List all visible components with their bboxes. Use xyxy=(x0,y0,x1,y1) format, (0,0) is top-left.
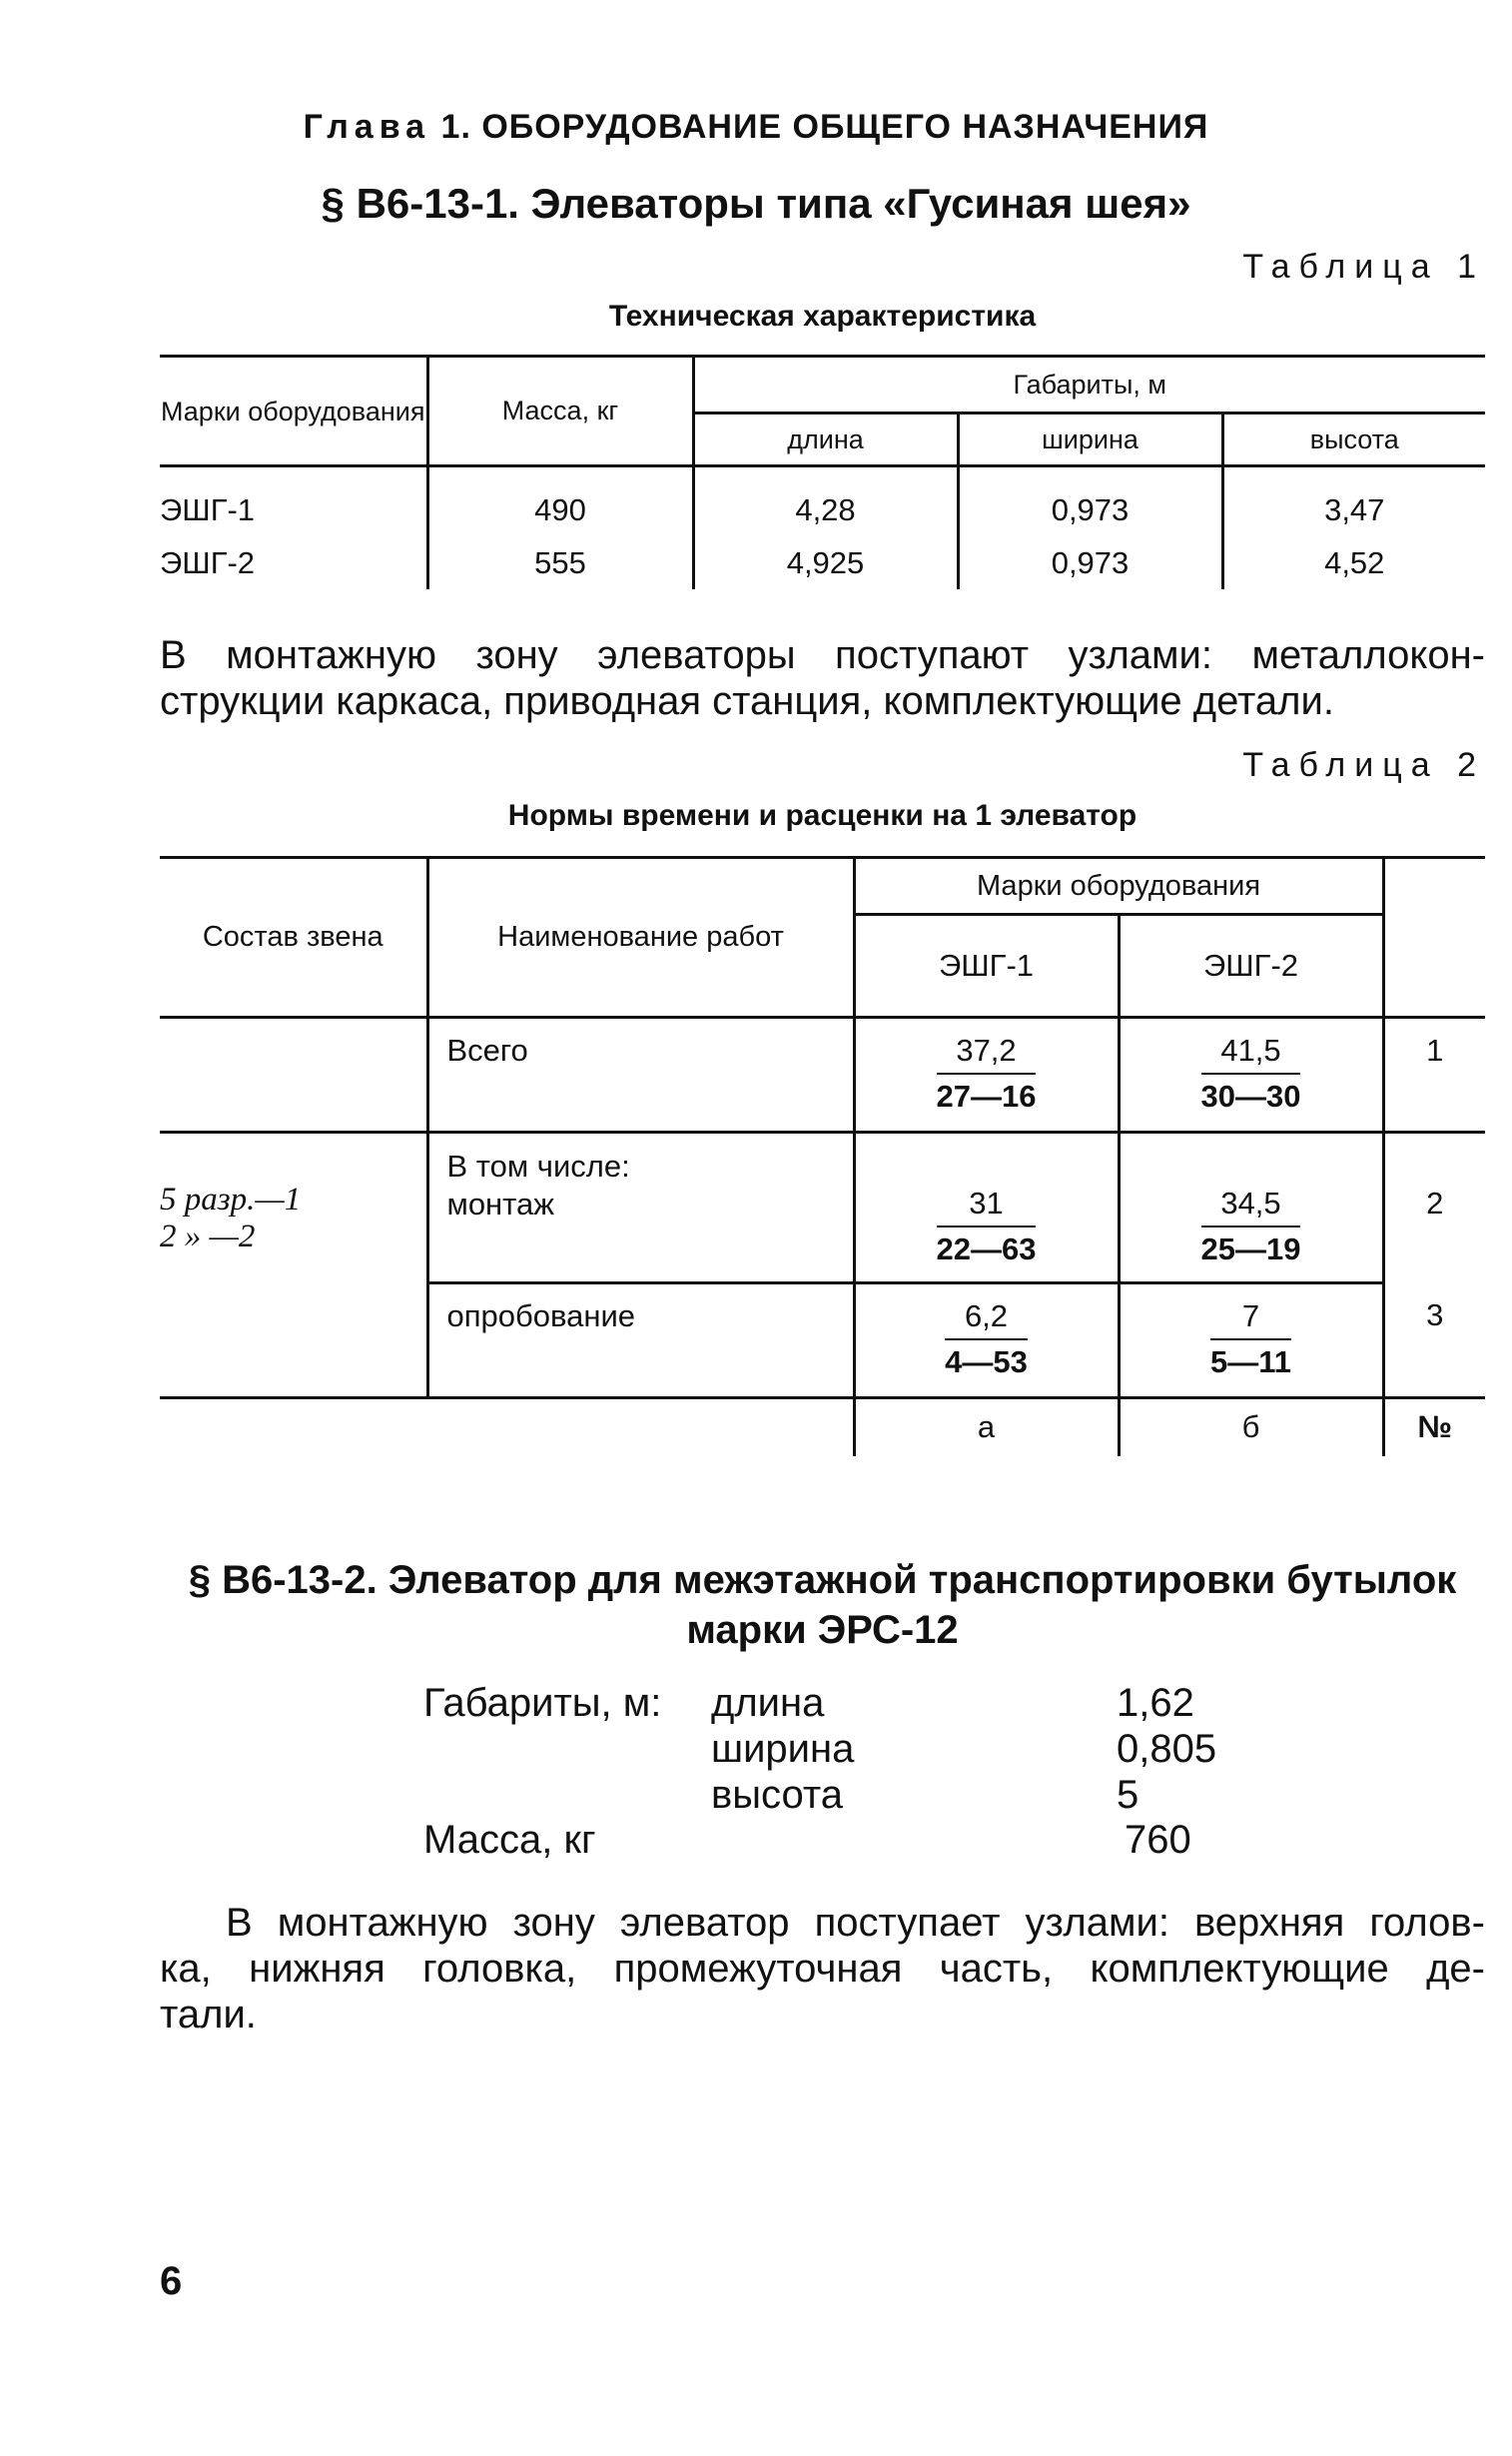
crew-line2: 2 » —2 xyxy=(160,1219,256,1254)
fraction-a: $\frac{31}{22—63}$ xyxy=(937,1182,1037,1271)
cell-length: 4,925 xyxy=(693,537,958,589)
header-work: Наименование работ xyxy=(427,858,854,1018)
table-row xyxy=(160,466,1485,537)
section2-line1: § В6-13-2. Элеватор для межэтажной транспортировки бутылок xyxy=(188,1558,1457,1602)
paragraph1-line1: В монтажную зону элеваторы поступают узлами: металлокон- xyxy=(160,633,1485,677)
footer-no: № xyxy=(1417,1409,1453,1445)
table2-label: Таблица 2 xyxy=(1242,746,1485,784)
spec-height-label: высота xyxy=(711,1773,843,1817)
cell-height: 4,52 xyxy=(1324,544,1385,580)
footer-col-b: б xyxy=(1119,1398,1383,1456)
cell-mass: 555 xyxy=(427,537,693,589)
header-mass: Масса, кг xyxy=(427,357,693,466)
spec-height-value: 5 xyxy=(1117,1773,1139,1817)
spec-mass-value: 760 xyxy=(1125,1818,1191,1862)
paragraph1 xyxy=(160,632,1485,724)
header-col-a: ЭШГ-1 xyxy=(854,915,1119,1018)
page-number: 6 xyxy=(160,2259,183,2303)
chapter-prefix: Глава xyxy=(303,108,431,146)
crew-line1: 5 разр.—1 xyxy=(160,1182,302,1218)
table-row xyxy=(160,1018,1485,1133)
footer-col-a: а xyxy=(854,1398,1119,1456)
table1 xyxy=(160,355,1485,589)
spec-mass-label: Масса, кг xyxy=(423,1818,596,1862)
cell-row-number: 1 xyxy=(1383,1018,1485,1133)
spec-width-value: 0,805 xyxy=(1117,1727,1217,1771)
cell-row-number: 2 xyxy=(1426,1186,1444,1221)
table1-label: Таблица 1 xyxy=(1242,248,1485,286)
header-marks: Марки оборудования xyxy=(854,858,1383,915)
spec-dims-label: Габариты, м: xyxy=(423,1681,662,1725)
fraction-b: $\frac{7}{5—11}$ xyxy=(1210,1294,1291,1384)
table-footer-row xyxy=(160,1398,1485,1456)
section2-line2: марки ЭРС-12 xyxy=(686,1608,959,1652)
spec-width-label: ширина xyxy=(711,1727,855,1771)
fraction-a: $\frac{6,2}{4—53}$ xyxy=(945,1294,1028,1384)
crew-composition xyxy=(160,1133,427,1398)
header-length: длина xyxy=(693,413,958,466)
cell-work-including: В том числе: xyxy=(446,1149,630,1184)
table1-title: Техническая характеристика xyxy=(608,300,1037,333)
section2-title xyxy=(160,1555,1485,1655)
section1-title: § В6-13-1. Элеваторы типа «Гусиная шея» xyxy=(321,180,1191,227)
header-dims: Габариты, м xyxy=(693,357,1485,413)
cell-height: 3,47 xyxy=(1324,491,1385,527)
paragraph2 xyxy=(160,1900,1485,2038)
cell-work: монтаж xyxy=(446,1187,555,1222)
paragraph2-line1: В монтажную зону элеватор поступает узлами: верхняя голов- xyxy=(226,1901,1485,1945)
cell-mass: 490 xyxy=(427,466,693,537)
chapter-title: 1. ОБОРУДОВАНИЕ ОБЩЕГО НАЗНАЧЕНИЯ xyxy=(440,108,1209,146)
fraction-b: $\frac{34,5}{25—19}$ xyxy=(1201,1182,1301,1271)
chapter-heading xyxy=(0,108,1512,147)
header-crew: Состав звена xyxy=(160,858,427,1018)
table-row xyxy=(160,537,1485,589)
cell-row-number: 3 xyxy=(1383,1283,1485,1398)
table2 xyxy=(160,856,1485,1456)
header-width: ширина xyxy=(958,413,1222,466)
cell-mark: ЭШГ-1 xyxy=(160,466,427,537)
header-height: высота xyxy=(1222,413,1485,466)
paragraph2-line3: тали. xyxy=(160,1993,257,2037)
fraction-b: $\frac{41,5}{30—30}$ xyxy=(1201,1029,1301,1119)
fraction-a: $\frac{37,2}{27—16}$ xyxy=(937,1029,1037,1119)
header-col-b: ЭШГ-2 xyxy=(1119,915,1383,1018)
table-row xyxy=(160,1133,1485,1283)
table2-title: Нормы времени и расценки на 1 элеватор xyxy=(507,799,1137,832)
cell-width: 0,973 xyxy=(958,537,1222,589)
spec-length-value: 1,62 xyxy=(1117,1681,1194,1725)
cell-work: Всего xyxy=(427,1018,854,1133)
header-mark: Марки оборудования xyxy=(160,357,427,466)
cell-mark: ЭШГ-2 xyxy=(160,537,427,589)
spec-length-label: длина xyxy=(711,1681,825,1725)
paragraph2-line2: ка, нижняя головка, промежуточная часть, комплектующие де- xyxy=(160,1947,1485,1991)
paragraph1-line2: струкции каркаса, приводная станция, комплектующие детали. xyxy=(160,679,1334,723)
cell-work: опробование xyxy=(427,1283,854,1398)
cell-width: 0,973 xyxy=(958,466,1222,537)
cell-length: 4,28 xyxy=(693,466,958,537)
